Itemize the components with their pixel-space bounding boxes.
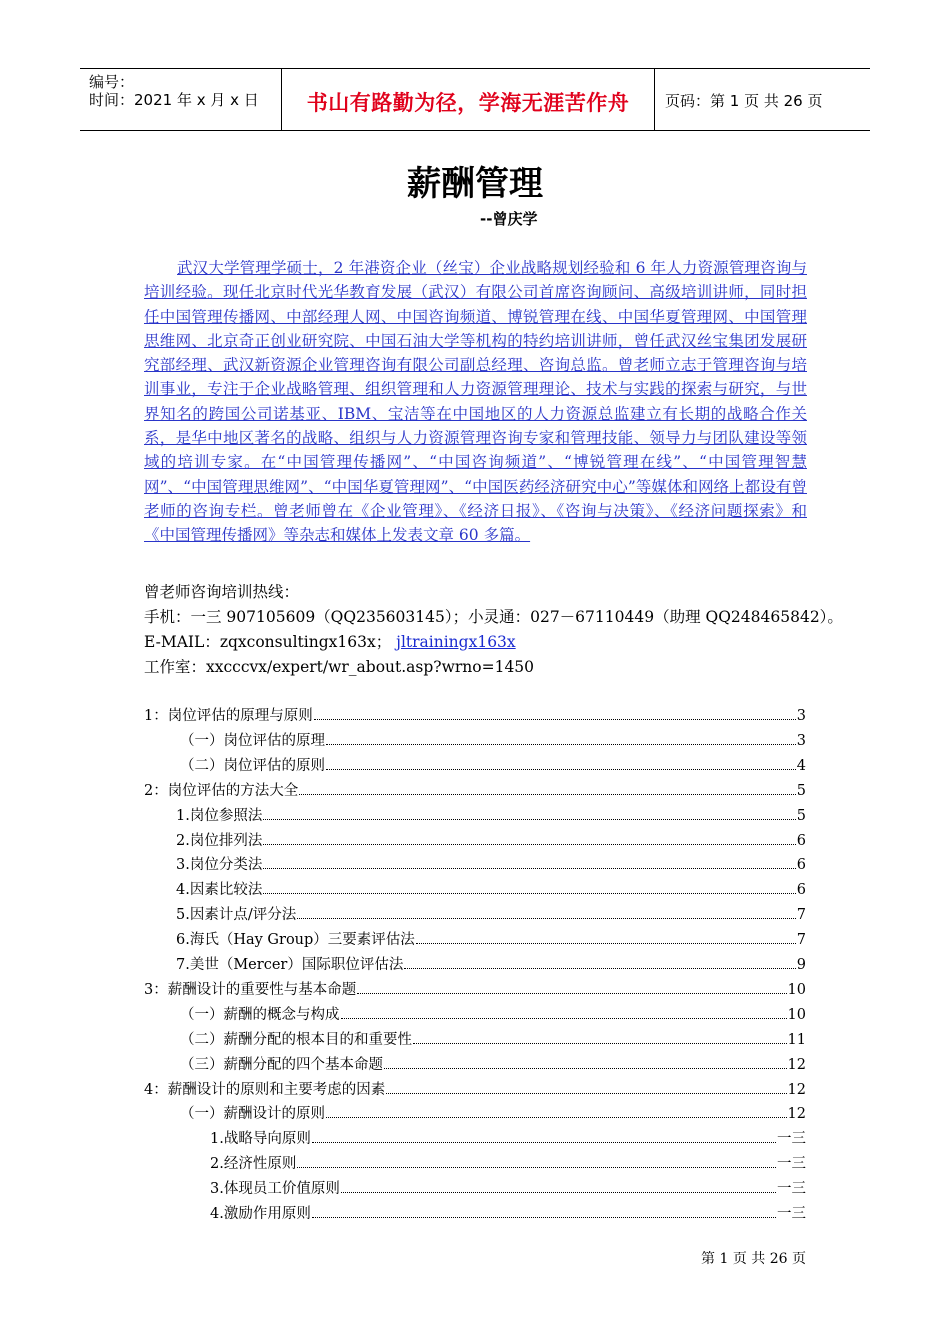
toc-entry-label: 1：岗位评估的原理与原则 — [144, 708, 313, 724]
toc-leader-dots — [297, 917, 796, 919]
toc-leader-dots — [404, 967, 795, 969]
toc-leader-dots — [263, 892, 795, 894]
document-title: 薪酬管理 — [407, 164, 543, 204]
header-meta-cell — [80, 69, 282, 130]
toc-entry-page: 3 — [796, 732, 806, 749]
toc-leader-dots — [326, 743, 796, 745]
page-footer: 第 1 页 共 26 页 — [701, 1251, 806, 1267]
toc-entry[interactable] — [180, 1053, 806, 1073]
toc-leader-dots — [314, 718, 796, 720]
toc-entry-page: 12 — [787, 1056, 806, 1073]
toc-entry[interactable] — [176, 878, 806, 898]
toc-leader-dots — [263, 843, 795, 845]
toc-entry[interactable] — [144, 1078, 806, 1098]
toc-entry[interactable] — [144, 978, 806, 998]
email-link[interactable]: jltrainingx163x — [396, 633, 516, 651]
toc-leader-dots — [312, 1141, 776, 1143]
toc-entry-page: 一三 — [777, 1206, 806, 1222]
toc-leader-dots — [386, 1092, 786, 1094]
toc-entry-label: 3：薪酬设计的重要性与基本命题 — [144, 981, 357, 998]
toc-entry[interactable] — [210, 1127, 806, 1147]
toc-entry[interactable] — [176, 853, 806, 873]
toc-entry-label: （一）岗位评估的原理 — [180, 732, 325, 749]
toc-entry-page: 5 — [796, 782, 806, 799]
header-page-cell — [655, 69, 870, 130]
toc-entry-page: 12 — [787, 1081, 806, 1098]
toc-entry[interactable] — [180, 729, 806, 749]
toc-leader-dots — [263, 818, 795, 820]
email-prefix: E-MAIL：zqxconsultingx163x； — [144, 633, 392, 651]
toc-entry[interactable] — [176, 928, 806, 948]
toc-leader-dots — [384, 1067, 787, 1069]
toc-leader-dots — [357, 992, 786, 994]
toc-entry-page: 7 — [796, 932, 806, 949]
motto-text: 书山有路勤为径，学海无涯苦作舟 — [306, 91, 630, 115]
header-page-label: 页码：第 1 页 共 26 页 — [665, 92, 823, 110]
toc-entry-page: 12 — [787, 1106, 806, 1123]
toc-entry[interactable] — [176, 953, 806, 973]
toc-entry-label: 3.体现员工价值原则 — [210, 1181, 340, 1198]
toc-entry-label: 1.战略导向原则 — [210, 1131, 311, 1148]
toc-entry-label: （二）岗位评估的原则 — [180, 757, 325, 774]
toc-entry[interactable] — [144, 779, 806, 799]
toc-entry[interactable] — [180, 1028, 806, 1048]
author-bio-link[interactable]: 武汉大学管理学硕士，2 年港资企业（丝宝）企业战略规划经验和 6 年人力资源管理咨询与培训经验。现任北京时代光华教育发展（武汉）有限公司首席咨询顾问、高级培训讲师，同时担任中国管理传播网、中部经理人网、中国咨询频道、博锐管理在线、中国华夏管理网、中国管理思维网、北京奇正创业研究院、中国石油大学等机构的特约培训讲师，曾任武汉丝宝集团发展研究部经理、武汉新资源企业管理咨询有限公司副总经理、咨询总监。曾老师立志于管理咨询与培训事业，专注于企业战略管理、组织管理和人力资源管理理论、技术与实践的探索与研究，与世界知名的跨国公司诺基亚、IBM、宝洁等在中国地区的人力资源总监建立有长期的战略合作关系，是华中地区著名的战略、组织与人力资源管理咨询专家和管理技能、领导力与团队建设等领域的培训专家。在“中国管理传播网”、“中国咨询频道”、“博锐管理在线”、“中国管理智慧网”、“中国管理思维网”、“中国华夏管理网”、“中国医药经济研究中心”等媒体和网络上都设有曾老师的咨询专栏。曾老师曾在《企业管理》、《经济日报》、《咨询与决策》、《经济问题探索》和《中国管理传播网》等杂志和媒体上发表文章 60 多篇。 — [144, 259, 807, 545]
toc-entry[interactable] — [180, 1003, 806, 1023]
toc-entry-page: 5 — [796, 807, 806, 824]
toc-entry[interactable] — [210, 1152, 806, 1172]
toc-entry-page: 11 — [787, 1031, 806, 1048]
toc-entry-page: 3 — [796, 708, 806, 724]
toc-entry-label: （二）薪酬分配的根本目的和重要性 — [180, 1031, 412, 1048]
toc-leader-dots — [341, 1017, 787, 1019]
author-line: --曾庆学 — [480, 210, 538, 228]
toc-entry-page: 6 — [796, 832, 806, 849]
toc-entry-label: 5.因素计点/评分法 — [176, 907, 297, 924]
toc-entry[interactable] — [180, 1102, 806, 1122]
toc-leader-dots — [299, 793, 796, 795]
toc-leader-dots — [413, 1042, 787, 1044]
toc-entry-page: 10 — [787, 1006, 806, 1023]
toc-entry[interactable] — [176, 829, 806, 849]
toc-entry[interactable] — [180, 754, 806, 774]
toc-entry-page: 6 — [796, 857, 806, 874]
toc-leader-dots — [312, 1216, 776, 1218]
toc-leader-dots — [341, 1191, 776, 1193]
toc-entry-page: 6 — [796, 882, 806, 899]
toc-entry-page: 9 — [796, 957, 806, 973]
hotline-label: 曾老师咨询培训热线： — [144, 583, 300, 601]
toc-entry-label: 2：岗位评估的方法大全 — [144, 782, 299, 799]
toc-entry-label: 4.激励作用原则 — [210, 1206, 311, 1222]
toc-entry-label: 7.美世（Mercer）国际职位评估法 — [176, 957, 404, 973]
toc-entry-label: 2.岗位排列法 — [176, 832, 263, 849]
number-label: 编号： — [89, 73, 135, 91]
toc-leader-dots — [297, 1166, 776, 1168]
header-motto-cell — [282, 69, 655, 130]
toc-leader-dots — [326, 1116, 787, 1118]
toc-entry-page: 一三 — [777, 1156, 806, 1173]
toc-entry-label: 4：薪酬设计的原则和主要考虑的因素 — [144, 1081, 386, 1098]
toc-entry-page: 4 — [796, 757, 806, 774]
email-line — [144, 630, 516, 652]
toc-entry[interactable] — [144, 704, 806, 724]
toc-entry[interactable] — [210, 1177, 806, 1197]
toc-entry-label: 6.海氏（Hay Group）三要素评估法 — [176, 932, 415, 949]
toc-entry-label: （一）薪酬设计的原则 — [180, 1106, 325, 1123]
toc-entry-label: 2.经济性原则 — [210, 1156, 297, 1173]
toc-entry[interactable] — [176, 804, 806, 824]
toc-entry-page: 一三 — [777, 1181, 806, 1198]
toc-entry[interactable] — [210, 1202, 806, 1222]
toc-entry-page: 10 — [787, 981, 806, 998]
toc-leader-dots — [326, 768, 796, 770]
toc-entry[interactable] — [176, 903, 806, 923]
toc-entry-page: 7 — [796, 907, 806, 924]
toc-leader-dots — [416, 942, 796, 944]
page-header — [80, 68, 870, 131]
toc-entry-label: （一）薪酬的概念与构成 — [180, 1006, 340, 1023]
toc-entry-page: 一三 — [777, 1131, 806, 1148]
time-label: 时间：2021 年 x 月 x 日 — [89, 91, 259, 109]
phone-line: 手机：一三 907105609（QQ235603145）；小灵通：027－67110449（助理 QQ248465842）。 — [144, 608, 843, 626]
toc-entry-label: 4.因素比较法 — [176, 882, 263, 899]
studio-line: 工作室：xxcccvx/expert/wr_about.asp?wrno=1450 — [144, 658, 535, 676]
toc-leader-dots — [263, 867, 795, 869]
toc-entry-label: 1.岗位参照法 — [176, 807, 263, 824]
toc-entry-label: （三）薪酬分配的四个基本命题 — [180, 1056, 383, 1073]
toc-entry-label: 3.岗位分类法 — [176, 857, 263, 874]
